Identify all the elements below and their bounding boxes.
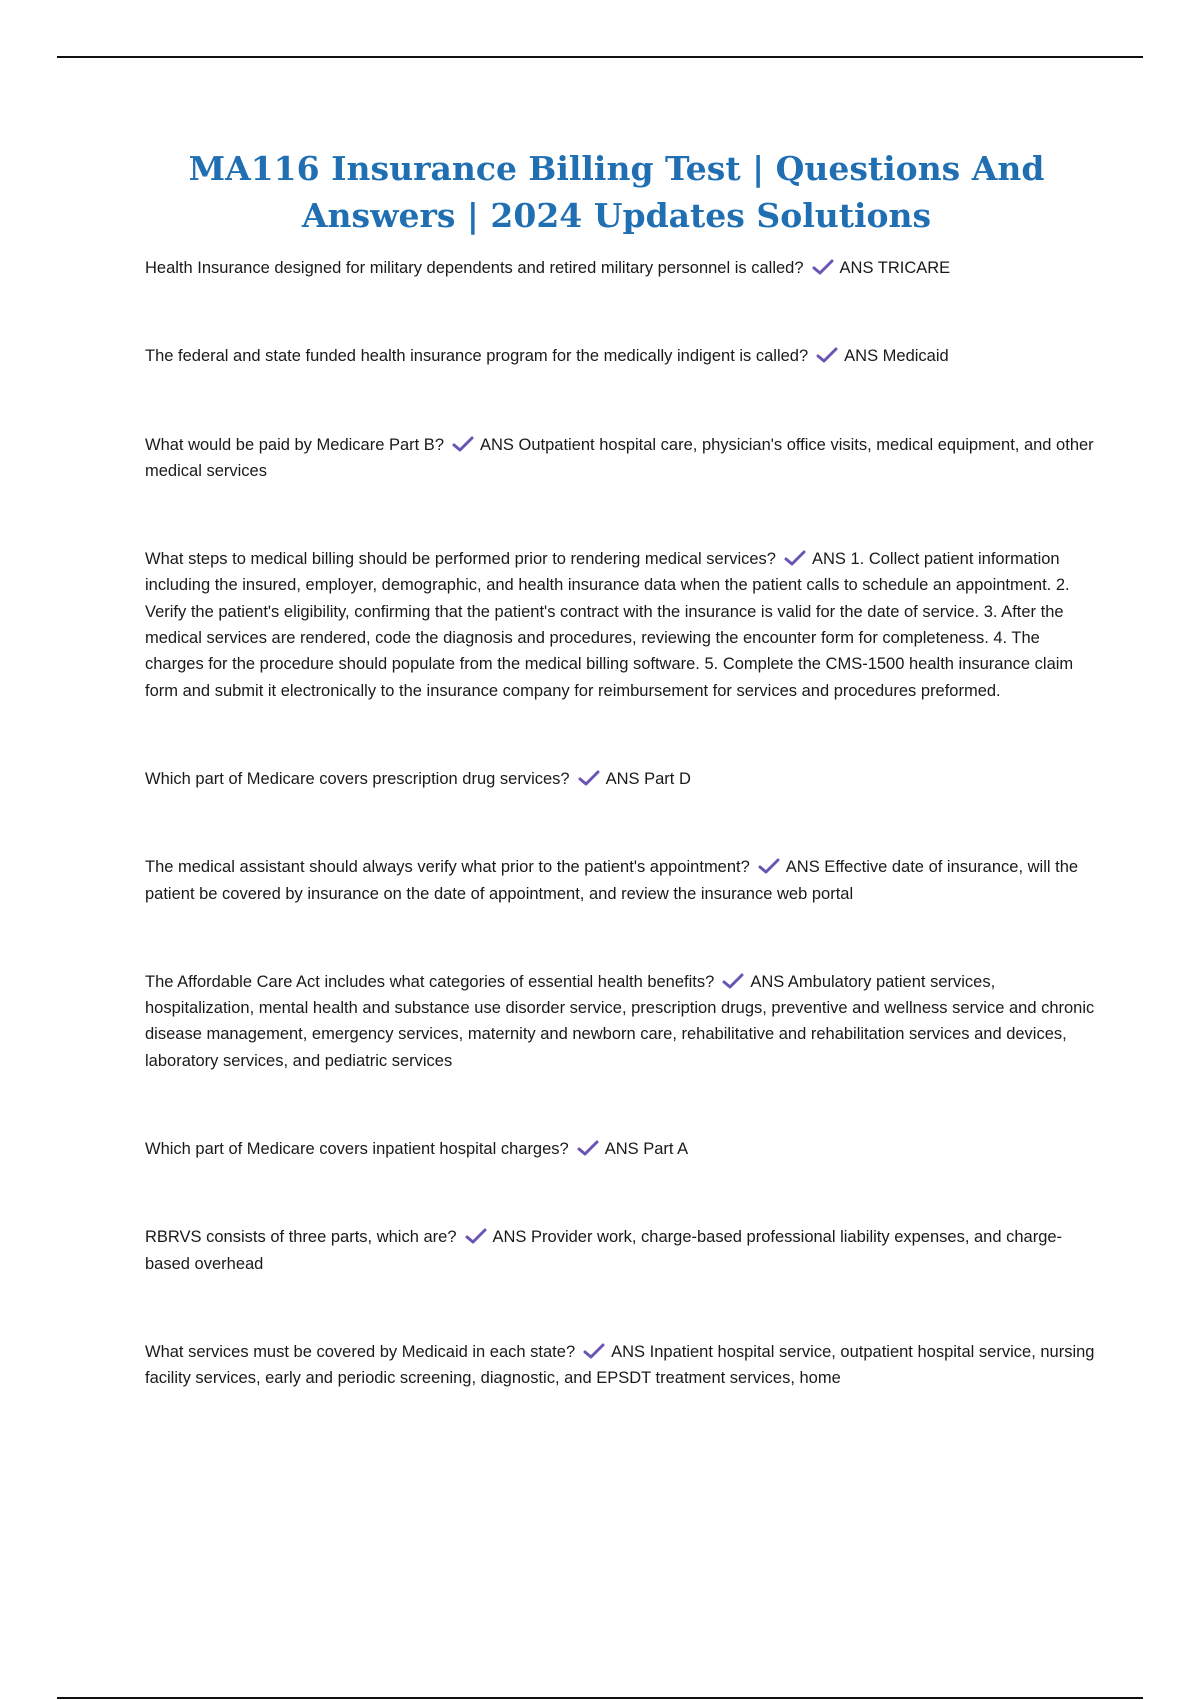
checkmark-icon xyxy=(722,973,744,989)
qa-item xyxy=(145,1339,1095,1392)
qa-item xyxy=(145,255,1095,281)
answer-text: ANS TRICARE xyxy=(839,259,951,277)
qa-item xyxy=(145,766,1095,792)
checkmark-icon xyxy=(578,770,600,786)
checkmark-icon xyxy=(784,550,806,566)
question-text: RBRVS consists of three parts, which are? xyxy=(145,1228,457,1247)
checkmark-icon xyxy=(577,1140,599,1156)
question-text: What would be paid by Medicare Part B? xyxy=(145,435,444,454)
qa-item xyxy=(145,1136,1095,1162)
qa-item xyxy=(145,969,1095,1074)
qa-list xyxy=(145,255,1095,1454)
qa-item xyxy=(145,343,1095,369)
qa-item xyxy=(145,432,1095,485)
answer-text: ANS Ambulatory patient services, hospitalization, mental health and substance use disorder service, prescription drugs, preventive and wellness service and chronic disease management, emergency services, maternity and newborn care, rehabilitative and rehabilitation services and devices, laboratory services, and pediatric services xyxy=(145,972,1095,1070)
document-title: MA116 Insurance Billing Test | Questions And Answers | 2024 Updates Solutions xyxy=(188,149,1045,235)
bottom-rule xyxy=(57,1697,1143,1699)
question-text: What steps to medical billing should be performed prior to rendering medical services? xyxy=(145,550,776,569)
answer-text: ANS Outpatient hospital care, physician's office visits, medical equipment, and other medical services xyxy=(145,435,1094,480)
checkmark-icon xyxy=(583,1343,605,1359)
question-text: Which part of Medicare covers prescription drug services? xyxy=(145,769,570,788)
answer-text: ANS Part D xyxy=(605,769,691,788)
question-text: What services must be covered by Medicaid in each state? xyxy=(145,1342,576,1361)
checkmark-icon xyxy=(758,858,780,874)
answer-text: ANS Medicaid xyxy=(844,347,949,366)
answer-text: ANS Part A xyxy=(604,1140,689,1159)
question-text: Which part of Medicare covers inpatient hospital charges? xyxy=(145,1140,569,1159)
answer-text: ANS 1. Collect patient information including the insured, employer, demographic, and health insurance data when the patient calls to schedule an appointment. 2. Verify the patient's eligibility, confirming that the patient's contract with the insurance is valid for the date of service. 3. After the medical services are rendered, code the diagnosis and procedures, reviewing the encounter form for completeness. 4. The charges for the procedure should populate from the medical billing software. 5. Complete the CMS-1500 health insurance claim form and submit it electronically to the insurance company for reimbursement for services and procedures preformed. xyxy=(145,550,1074,700)
top-rule xyxy=(57,56,1143,58)
checkmark-icon xyxy=(816,347,838,363)
qa-item xyxy=(145,854,1095,907)
answer-text: ANS Provider work, charge-based professional liability expenses, and charge-based overhead xyxy=(145,1228,1063,1273)
checkmark-icon xyxy=(465,1228,487,1244)
checkmark-icon xyxy=(452,436,474,452)
question-text: The medical assistant should always verify what prior to the patient's appointment? xyxy=(145,858,750,877)
question-text: The Affordable Care Act includes what categories of essential health benefits? xyxy=(145,972,715,991)
answer-text: ANS Inpatient hospital service, outpatient hospital service, nursing facility services, early and periodic screening, diagnostic, and EPSDT treatment services, home xyxy=(145,1342,1095,1388)
question-text: The federal and state funded health insurance program for the medically indigent is called? xyxy=(145,347,809,366)
qa-item xyxy=(145,1224,1095,1277)
question-text: Health Insurance designed for military dependents and retired military personnel is called? xyxy=(145,259,804,277)
checkmark-icon xyxy=(812,259,834,275)
answer-text: ANS Effective date of insurance, will the patient be covered by insurance on the date of appointment, and review the insurance web portal xyxy=(145,858,1079,903)
qa-item xyxy=(145,546,1095,704)
